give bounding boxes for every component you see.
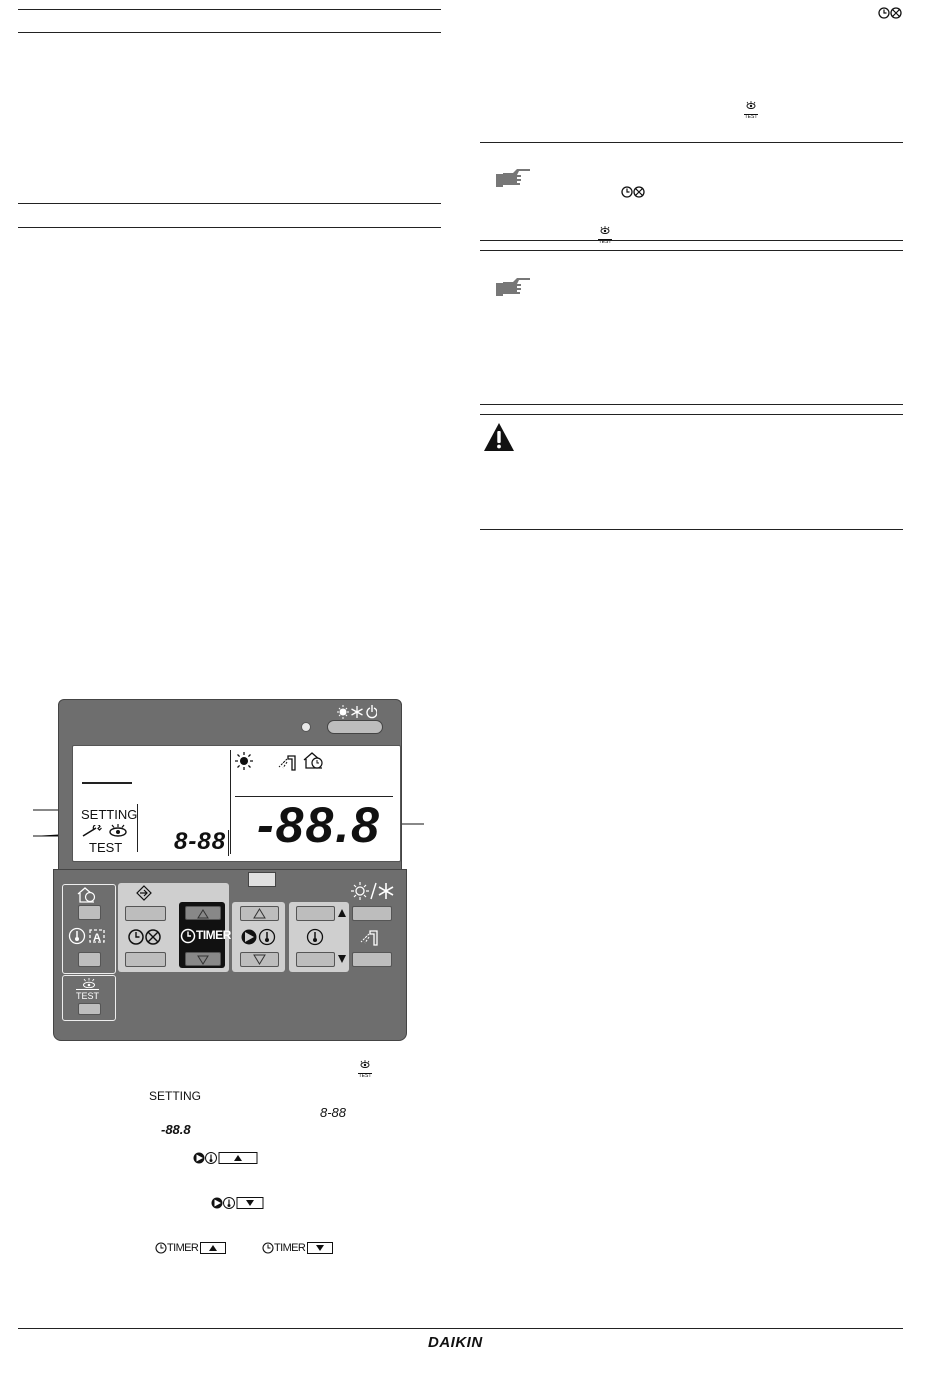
clock-icon: [180, 928, 196, 944]
schedule-button[interactable]: [78, 905, 101, 920]
status-led: [301, 722, 311, 732]
timer-off-button[interactable]: [125, 952, 166, 967]
thermometer-icon: [306, 928, 324, 946]
hot-water-tap-icon: [278, 753, 300, 771]
water-temp-up-button[interactable]: [240, 906, 279, 921]
rule: [18, 203, 441, 204]
setting-indicator: SETTING: [81, 807, 138, 822]
timer-up-button[interactable]: [185, 906, 221, 920]
power-button[interactable]: [327, 720, 383, 734]
lcd-divider: [137, 804, 138, 852]
brand-logo: DAIKIN: [428, 1334, 483, 1351]
test-key-label: TEST: [76, 991, 100, 1001]
weather-dependent-button[interactable]: [78, 952, 101, 967]
value-text: -88.8: [161, 1122, 191, 1137]
small-code-display: 8-88: [174, 828, 227, 855]
rule: [480, 250, 903, 251]
controller-display-housing: [58, 699, 402, 871]
rule: [18, 9, 441, 10]
house-clock-icon: [76, 887, 100, 903]
lcd-screen: [72, 745, 401, 862]
footer-rule: [18, 1328, 903, 1329]
code-frame: [173, 830, 229, 856]
rule: [18, 227, 441, 228]
inspection-eye-icon: [81, 978, 97, 988]
svg-text:A: A: [93, 932, 101, 944]
lcd-dash-line: [82, 782, 132, 784]
rule: [480, 142, 903, 143]
rule: [480, 529, 903, 530]
timer-off-icon: [127, 928, 163, 946]
timer-key-label: TIMER: [196, 928, 231, 942]
test-icon: TEST: [358, 1055, 372, 1069]
timer-down-button[interactable]: [185, 952, 221, 966]
house-clock-icon: [302, 752, 328, 770]
down-key-icon: [307, 1242, 333, 1254]
setting-text: SETTING: [149, 1089, 202, 1103]
lcd-tab: [248, 872, 276, 887]
remote-controller: [53, 699, 405, 1039]
heat-cool-button[interactable]: [352, 906, 392, 921]
pump-thermometer-icon: [240, 928, 278, 946]
heat-cool-icon: [351, 881, 395, 901]
big-value-display: -88.8: [257, 797, 381, 853]
timer-off-icon: [621, 185, 647, 199]
clock-icon: [262, 1242, 274, 1254]
test-icon: TEST: [744, 96, 758, 110]
test-indicator: TEST: [89, 840, 123, 855]
up-arrow-icon: [337, 908, 347, 918]
program-button[interactable]: [125, 906, 166, 921]
note-hand-icon: [495, 167, 531, 189]
timer-key-text: TIMER: [167, 1242, 199, 1254]
note-hand-icon: [495, 276, 531, 298]
sun-icon: [235, 752, 253, 770]
test-button[interactable]: [78, 1003, 101, 1015]
room-temp-down-button[interactable]: [296, 952, 335, 967]
inspection-eye-icon: [107, 823, 129, 837]
up-key-icon: [200, 1242, 226, 1254]
room-temp-up-button[interactable]: [296, 906, 335, 921]
rule: [480, 240, 903, 241]
hot-water-button[interactable]: [352, 952, 392, 967]
wrench-icon: [81, 825, 103, 837]
warning-icon: [483, 422, 515, 452]
lcd-split: [230, 750, 231, 854]
thermometer-auto-icon: [68, 927, 108, 945]
timer-off-icon: [878, 6, 904, 20]
rule: [480, 414, 903, 415]
water-temp-down-button[interactable]: [240, 952, 279, 967]
timer-down-key-ref: [262, 1241, 333, 1255]
pump-thermometer-up-key-icon: [193, 1151, 259, 1165]
rule: [18, 32, 441, 33]
heat-cool-power-icon: [337, 704, 377, 720]
hot-water-tap-icon: [360, 928, 382, 946]
down-arrow-icon: [337, 954, 347, 964]
code-text: 8-88: [320, 1105, 347, 1120]
enter-icon: [135, 885, 153, 901]
test-icon: TEST: [598, 221, 612, 235]
rule: [480, 404, 903, 405]
pump-thermometer-down-key-icon: [211, 1196, 265, 1210]
timer-up-key-ref: [155, 1241, 226, 1255]
clock-icon: [155, 1242, 167, 1254]
controller-keypad: [53, 869, 407, 1041]
timer-key-text: TIMER: [274, 1242, 306, 1254]
